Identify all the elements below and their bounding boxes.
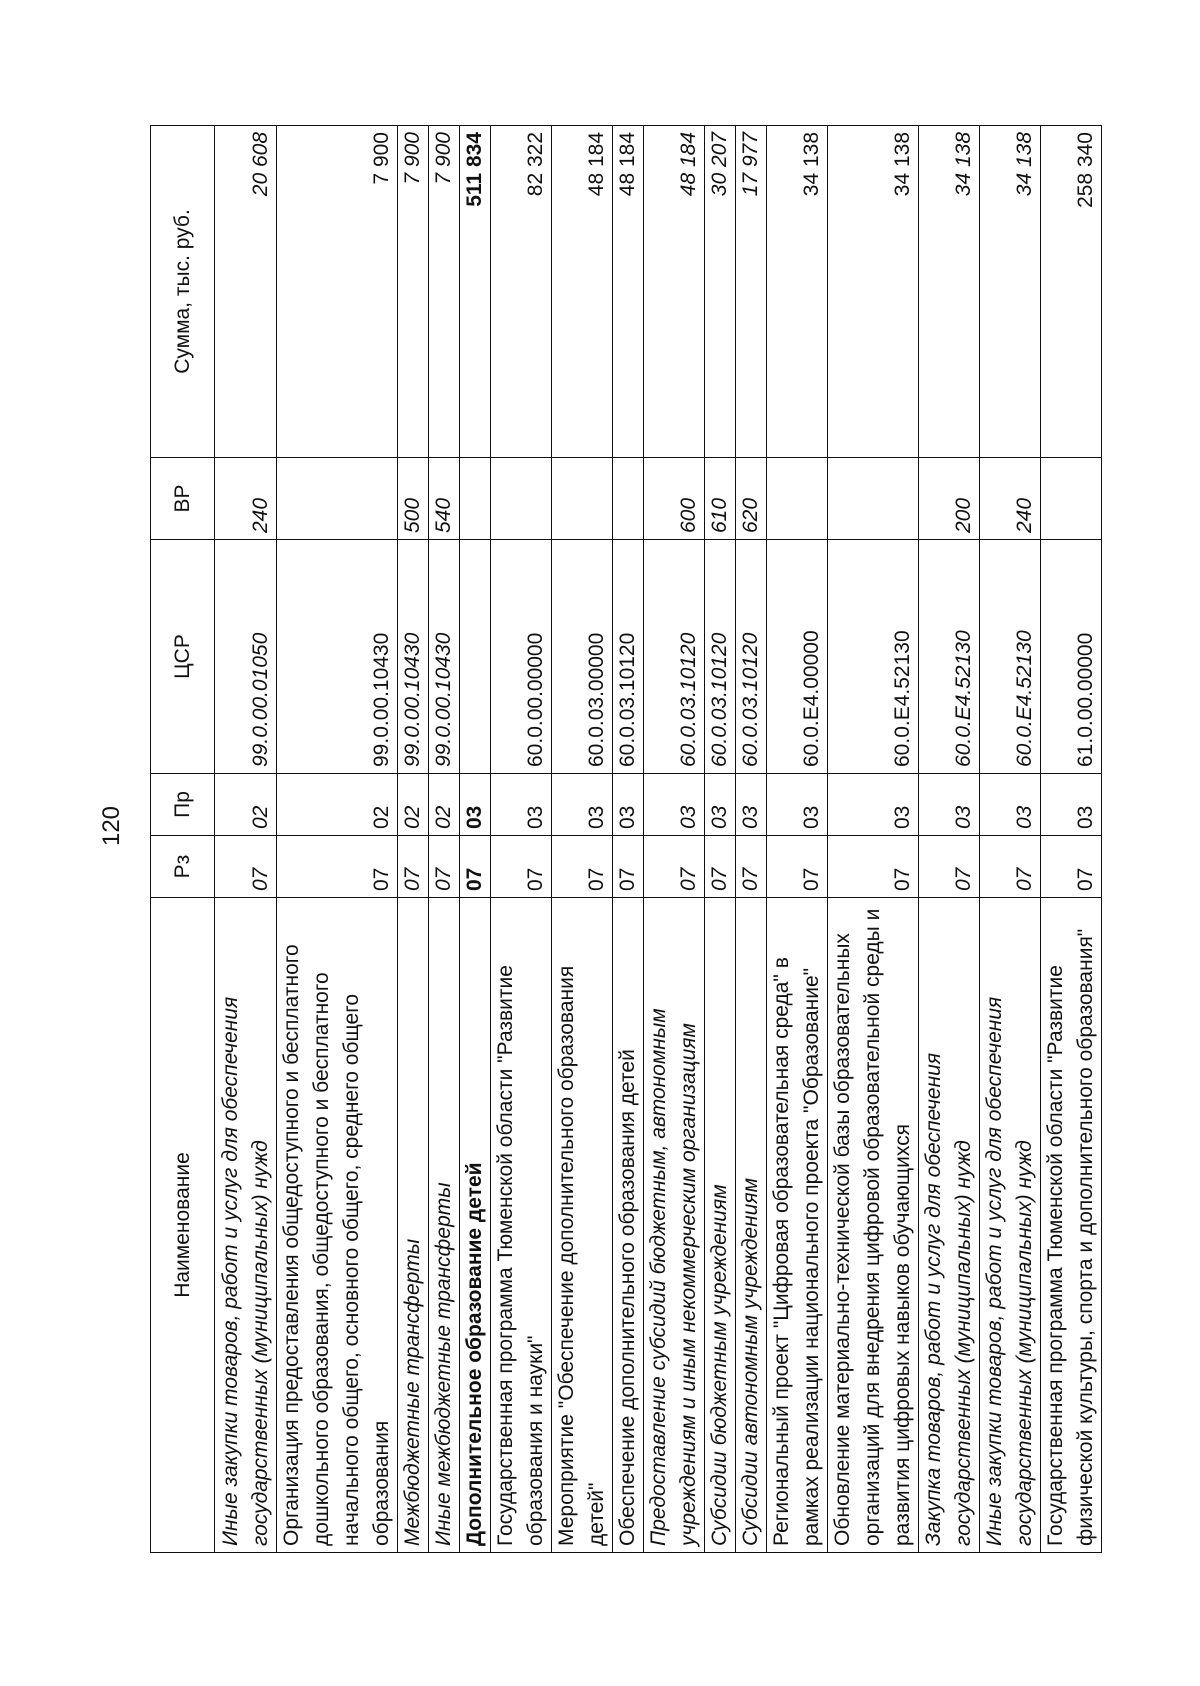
cell-name: Обновление материально-технической базы образовательных организаций для внедрения цифровой образовательной среды и развития цифровых навыков обучающихся	[828, 898, 919, 1553]
header-pr: Пр	[151, 774, 215, 836]
cell-pr: 02	[277, 774, 398, 836]
cell-pr: 03	[552, 774, 613, 836]
cell-sum: 511 834	[460, 126, 491, 458]
cell-name: Дополнительное образование детей	[460, 898, 491, 1553]
cell-rz: 07	[277, 836, 398, 898]
cell-rz: 07	[552, 836, 613, 898]
cell-vr: 600	[644, 458, 705, 540]
cell-pr: 02	[215, 774, 277, 836]
cell-csr: 99.0.00.01050	[215, 540, 277, 774]
table-row	[613, 126, 644, 1553]
header-vr: ВР	[151, 458, 215, 540]
cell-vr	[552, 458, 613, 540]
cell-pr: 03	[460, 774, 491, 836]
cell-rz: 07	[767, 836, 828, 898]
cell-rz: 07	[644, 836, 705, 898]
cell-rz: 07	[828, 836, 919, 898]
table-row	[828, 126, 919, 1553]
cell-rz: 07	[460, 836, 491, 898]
cell-rz: 07	[215, 836, 277, 898]
cell-csr: 60.0.E4.52130	[828, 540, 919, 774]
cell-rz: 07	[980, 836, 1041, 898]
header-rz: Рз	[151, 836, 215, 898]
cell-sum: 20 608	[215, 126, 277, 458]
cell-name: Предоставление субсидий бюджетным, автономным учреждениям и иным некоммерческим организациям	[644, 898, 705, 1553]
cell-sum: 258 340	[1041, 126, 1102, 458]
cell-pr: 03	[828, 774, 919, 836]
cell-csr	[460, 540, 491, 774]
cell-name: Межбюджетные трансферты	[398, 898, 429, 1553]
table-row	[980, 126, 1041, 1553]
table-row	[767, 126, 828, 1553]
table-row	[552, 126, 613, 1553]
table-row	[491, 126, 552, 1553]
cell-pr: 03	[736, 774, 767, 836]
table-row	[1041, 126, 1102, 1553]
table-row	[429, 126, 460, 1553]
cell-rz: 07	[736, 836, 767, 898]
cell-name: Обеспечение дополнительного образования детей	[613, 898, 644, 1553]
cell-pr: 03	[1041, 774, 1102, 836]
cell-sum: 17 977	[736, 126, 767, 458]
cell-sum: 7 900	[277, 126, 398, 458]
cell-sum: 34 138	[980, 126, 1041, 458]
cell-vr	[491, 458, 552, 540]
cell-vr: 240	[215, 458, 277, 540]
cell-rz: 07	[705, 836, 736, 898]
cell-pr: 03	[705, 774, 736, 836]
table-row	[919, 126, 980, 1553]
cell-sum: 48 184	[552, 126, 613, 458]
cell-csr: 60.0.E4.00000	[767, 540, 828, 774]
cell-pr: 03	[980, 774, 1041, 836]
cell-vr	[828, 458, 919, 540]
table-row	[277, 126, 398, 1553]
cell-name: Субсидии автономным учреждениям	[736, 898, 767, 1553]
table-row	[215, 126, 277, 1553]
cell-csr: 60.0.E4.52130	[919, 540, 980, 774]
cell-name: Субсидии бюджетным учреждениям	[705, 898, 736, 1553]
cell-sum: 34 138	[767, 126, 828, 458]
cell-name: Государственная программа Тюменской области "Развитие физической культуры, спорта и дополнительного образования"	[1041, 898, 1102, 1553]
header-sum: Сумма, тыс. руб.	[151, 126, 215, 458]
cell-vr	[613, 458, 644, 540]
cell-csr: 60.0.03.10120	[644, 540, 705, 774]
cell-name: Государственная программа Тюменской области "Развитие образования и науки"	[491, 898, 552, 1553]
cell-pr: 03	[613, 774, 644, 836]
cell-name: Закупка товаров, работ и услуг для обеспечения государственных (муниципальных) нужд	[919, 898, 980, 1553]
cell-csr: 60.0.03.00000	[552, 540, 613, 774]
cell-sum: 30 207	[705, 126, 736, 458]
table-row	[644, 126, 705, 1553]
cell-sum: 34 138	[828, 126, 919, 458]
cell-name: Иные закупки товаров, работ и услуг для обеспечения государственных (муниципальных) нужд	[215, 898, 277, 1553]
cell-rz: 07	[429, 836, 460, 898]
cell-name: Иные закупки товаров, работ и услуг для обеспечения государственных (муниципальных) нужд	[980, 898, 1041, 1553]
table-row	[460, 126, 491, 1553]
cell-rz: 07	[919, 836, 980, 898]
cell-vr	[277, 458, 398, 540]
cell-pr: 02	[398, 774, 429, 836]
cell-vr: 500	[398, 458, 429, 540]
cell-pr: 02	[429, 774, 460, 836]
cell-vr	[1041, 458, 1102, 540]
cell-csr: 60.0.03.10120	[705, 540, 736, 774]
header-csr: ЦСР	[151, 540, 215, 774]
cell-sum: 48 184	[613, 126, 644, 458]
cell-vr: 620	[736, 458, 767, 540]
cell-pr: 03	[644, 774, 705, 836]
header-name: Наименование	[151, 898, 215, 1553]
cell-name: Организация предоставления общедоступного и бесплатного дошкольного образования, общедоступного и бесплатного начального общего, основного общего, среднего общего образования	[277, 898, 398, 1553]
cell-sum: 82 322	[491, 126, 552, 458]
cell-csr: 60.0.00.00000	[491, 540, 552, 774]
table-row	[398, 126, 429, 1553]
cell-csr: 60.0.03.10120	[613, 540, 644, 774]
table-header-row	[151, 126, 215, 1553]
budget-table	[150, 125, 1102, 1553]
cell-csr: 61.0.00.00000	[1041, 540, 1102, 774]
table-body	[215, 126, 1102, 1553]
cell-rz: 07	[1041, 836, 1102, 898]
cell-pr: 03	[491, 774, 552, 836]
cell-rz: 07	[613, 836, 644, 898]
cell-pr: 03	[767, 774, 828, 836]
cell-vr	[767, 458, 828, 540]
table-row	[705, 126, 736, 1553]
cell-sum: 34 138	[919, 126, 980, 458]
cell-vr	[460, 458, 491, 540]
cell-vr: 610	[705, 458, 736, 540]
table-row	[736, 126, 767, 1553]
cell-csr: 60.0.E4.52130	[980, 540, 1041, 774]
cell-pr: 03	[919, 774, 980, 836]
cell-vr: 240	[980, 458, 1041, 540]
cell-name: Мероприятие "Обеспечение дополнительного образования детей"	[552, 898, 613, 1553]
cell-csr: 99.0.00.10430	[277, 540, 398, 774]
cell-rz: 07	[398, 836, 429, 898]
cell-csr: 99.0.00.10430	[429, 540, 460, 774]
cell-name: Региональный проект "Цифровая образовательная среда" в рамках реализации национального проекта "Образование"	[767, 898, 828, 1553]
cell-csr: 99.0.00.10430	[398, 540, 429, 774]
cell-sum: 7 900	[429, 126, 460, 458]
cell-rz: 07	[491, 836, 552, 898]
cell-sum: 48 184	[644, 126, 705, 458]
page-number: 120	[98, 805, 126, 847]
cell-vr: 200	[919, 458, 980, 540]
cell-sum: 7 900	[398, 126, 429, 458]
cell-csr: 60.0.03.10120	[736, 540, 767, 774]
cell-vr: 540	[429, 458, 460, 540]
cell-name: Иные межбюджетные трансферты	[429, 898, 460, 1553]
rotated-page-content	[150, 126, 1097, 1553]
